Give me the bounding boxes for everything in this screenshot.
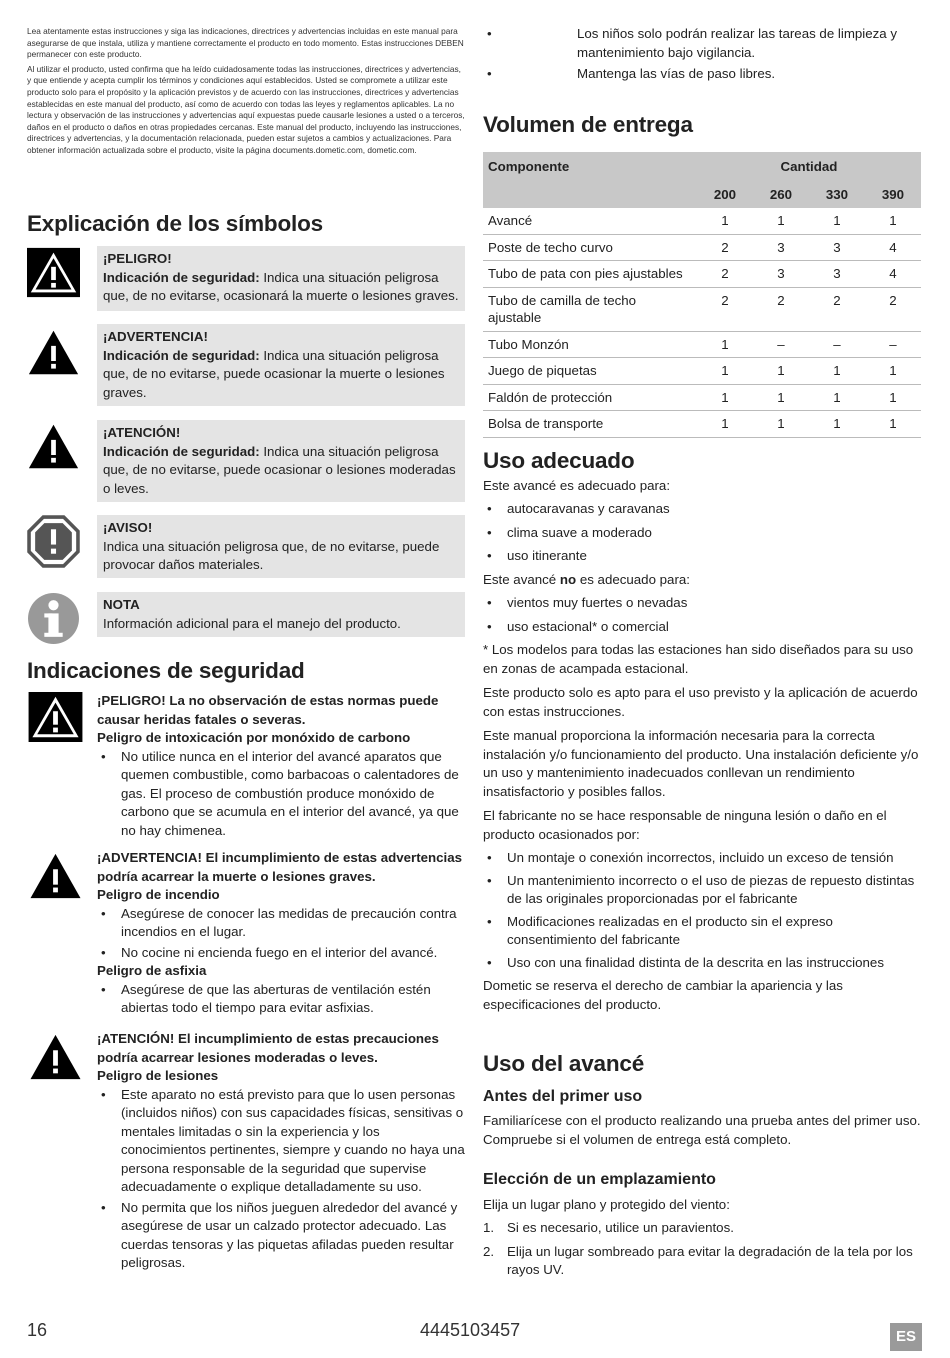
usage-paragraph: Este manual proporciona la información necesaria para la correcta instalación y/o funcionamiento del producto. Una instalación deficiente y/o un uso y mantenimiento inadecuados conllevan un rendimiento insatisfactorio y posibles fallos. bbox=[483, 728, 919, 799]
bullet-list bbox=[483, 25, 923, 84]
table-cell-quantity: 3 bbox=[809, 234, 865, 261]
list-item: • Modificaciones realizadas en el producto sin el expreso consentimiento del fabricante bbox=[483, 913, 923, 950]
table-cell-quantity: 1 bbox=[865, 208, 921, 234]
symbol-title: ¡ADVERTENCIA! bbox=[103, 329, 208, 344]
safety-subheading: Peligro de intoxicación por monóxido de carbono bbox=[97, 730, 411, 745]
usage-paragraph: Dometic se reserva el derecho de cambiar la apariencia y las especificaciones del producto. bbox=[483, 978, 843, 1012]
table-cell-quantity: 2 bbox=[809, 287, 865, 331]
bullet-list bbox=[483, 500, 923, 566]
step-number: 1. bbox=[483, 1220, 495, 1235]
table-cell-quantity: – bbox=[865, 331, 921, 358]
safety-subheading: Peligro de incendio bbox=[97, 887, 220, 902]
table-cell-component: Tubo de camilla de techo ajustable bbox=[483, 287, 697, 331]
symbol-text: Información adicional para el manejo del producto. bbox=[103, 615, 401, 631]
bullet-list bbox=[97, 981, 465, 1018]
use-section bbox=[483, 1051, 923, 1280]
list-item: • No utilice nunca en el interior del avancé aparatos que quemen combustible, como barbacoas o calentadores de gas. El proceso de combustión produce monóxido de carbono que se acumula en el interior del avancé, ya que no hay chimenea. bbox=[97, 748, 465, 841]
delivery-heading: Volumen de entrega bbox=[483, 112, 693, 137]
list-item bbox=[483, 25, 923, 62]
list-item: • Un mantenimiento incorrecto o el uso de piezas de repuesto distintas de las originales proporcionadas por el fabricante bbox=[483, 872, 923, 909]
step-number: 2. bbox=[483, 1243, 495, 1259]
use-paragraph: Elija un lugar plano y protegido del viento: bbox=[483, 1196, 730, 1212]
table-row bbox=[483, 234, 921, 261]
list-item: • uso itinerante bbox=[483, 547, 923, 566]
symbol-danger-box bbox=[97, 246, 465, 311]
list-item: • clima suave a moderado bbox=[483, 524, 923, 543]
usage-suitable-intro: Este avancé es adecuado para: bbox=[483, 477, 671, 493]
list-item-text: Mantenga las vías de paso libres. bbox=[577, 66, 776, 81]
table-cell-component: Juego de piquetas bbox=[483, 358, 697, 385]
bullet-list bbox=[483, 849, 923, 972]
col-header-size: 330 bbox=[809, 180, 865, 208]
safety-caution-text bbox=[97, 1030, 465, 1273]
table-cell-quantity: 1 bbox=[865, 358, 921, 385]
list-item bbox=[483, 65, 923, 84]
table-row bbox=[483, 208, 921, 234]
table-cell-quantity: 1 bbox=[753, 411, 809, 438]
info-icon bbox=[27, 592, 80, 645]
symbol-text: Indica una situación peligrosa que, de no evitarse, puede ocasionar la muerte o lesiones graves. bbox=[103, 347, 445, 400]
safety-subheading: Peligro de asfixia bbox=[97, 963, 207, 978]
list-item: • No permita que los niños jueguen alrededor del avancé y asegúrese de usar un calzado protector adecuado. Las cuerdas tensoras y las piquetas afiladas pueden resultar peligrosas. bbox=[97, 1199, 465, 1273]
table-row bbox=[483, 358, 921, 385]
col-header-empty bbox=[483, 180, 697, 208]
notice-octagon-icon bbox=[27, 515, 80, 568]
table-cell-component: Poste de techo curvo bbox=[483, 234, 697, 261]
warning-triangle-icon bbox=[27, 1032, 84, 1082]
list-item bbox=[483, 1219, 923, 1238]
list-item: • Un montaje o conexión incorrectos, incluido un exceso de tensión bbox=[483, 849, 923, 868]
symbol-note-box bbox=[97, 592, 465, 637]
intro-paragraph: Lea atentamente estas instrucciones y siga las indicaciones, directrices y advertencias incluidas en este manual para asegurarse de que instala, utiliza y mantiene correctamente el producto en todo momento. Estas instrucciones DEBEN permanecer con este producto. bbox=[27, 26, 464, 60]
use-subheading: Antes del primer uso bbox=[483, 1087, 643, 1105]
table-row bbox=[483, 384, 921, 411]
intro-paragraph: Al utilizar el producto, usted confirma que ha leído cuidadosamente todas las instrucciones, directrices y advertencias, y que entiende y acepta cumplir los términos y condiciones aquí establecidos. Usted se compromete a utilizar este producto solo para el propósito y la aplicación previstos y de acuerdo con las instrucciones, directrices y advertencias establecidas en este manual del producto, así como de acuerdo con todas las leyes y reglamentos aplicables. La no lectura y observación de las instrucciones y advertencias aquí expuestas puede causarle lesiones a usted o a terceros, daños en el producto o daños en otras propiedades cercanas. Este manual del producto, incluyendo las instrucciones, directrices y advertencias, y la documentación relacionada, pueden estar sujetos a cambios y actualizaciones. Para obtener información actualizada sobre el producto, visite la página documents.dometic.com, dometic.com. bbox=[27, 63, 465, 155]
page-number: 16 bbox=[27, 1320, 48, 1340]
table-cell-quantity: 4 bbox=[865, 261, 921, 288]
list-item: • Asegúrese de conocer las medidas de precaución contra incendios en el lugar. bbox=[97, 905, 465, 942]
table-row bbox=[483, 287, 921, 331]
safety-title: ¡PELIGRO! La no observación de estas normas puede causar heridas fatales o severas. bbox=[97, 693, 439, 727]
text-fragment: es adecuado para: bbox=[576, 571, 690, 587]
table-cell-quantity: 1 bbox=[753, 358, 809, 385]
intro-text bbox=[27, 26, 465, 160]
table-cell-quantity: 3 bbox=[753, 261, 809, 288]
list-item: • autocaravanas y caravanas bbox=[483, 500, 923, 519]
language-badge: ES bbox=[890, 1323, 922, 1351]
col-header-size: 260 bbox=[753, 180, 809, 208]
usage-footnote: * Los modelos para todas las estaciones han sido diseñados para su uso en zonas de acampada estacional. bbox=[483, 642, 914, 676]
bullet-list bbox=[97, 905, 465, 963]
table-cell-component: Tubo Monzón bbox=[483, 331, 697, 358]
table-cell-quantity: 3 bbox=[753, 234, 809, 261]
col-header-component: Componente bbox=[483, 152, 697, 180]
right-top-bullets bbox=[483, 25, 923, 84]
warning-triangle-icon bbox=[27, 851, 84, 901]
col-header-size: 390 bbox=[865, 180, 921, 208]
list-item: • Uso con una finalidad distinta de la descrita en las instrucciones bbox=[483, 954, 923, 973]
symbol-title: NOTA bbox=[103, 597, 140, 612]
col-header-size: 200 bbox=[697, 180, 753, 208]
table-cell-quantity: 1 bbox=[809, 384, 865, 411]
symbol-text: Indica una situación peligrosa que, de no evitarse, ocasionará la muerte o lesiones graves. bbox=[103, 269, 459, 303]
numbered-list bbox=[483, 1219, 923, 1280]
list-item bbox=[483, 1243, 923, 1280]
table-cell-quantity: 1 bbox=[753, 384, 809, 411]
table-cell-quantity: 1 bbox=[697, 358, 753, 385]
bullet-list bbox=[97, 1086, 465, 1273]
bullet-list bbox=[97, 748, 465, 841]
symbol-text: Indica una situación peligrosa que, de no evitarse, puede ocasionar o lesiones moderadas o leves. bbox=[103, 443, 456, 496]
usage-notsuitable-intro bbox=[483, 571, 923, 590]
symbol-notice-box bbox=[97, 515, 465, 578]
list-item: • Asegúrese de que las aberturas de ventilación estén abiertas todo el tiempo para evitar asfixias. bbox=[97, 981, 465, 1018]
list-item: • No cocine ni encienda fuego en el interior del avancé. bbox=[97, 944, 465, 963]
table-row bbox=[483, 261, 921, 288]
table-cell-quantity: 1 bbox=[809, 411, 865, 438]
warning-triangle-icon bbox=[27, 692, 84, 742]
use-heading: Uso del avancé bbox=[483, 1051, 645, 1076]
table-cell-component: Avancé bbox=[483, 208, 697, 234]
table-cell-quantity: 2 bbox=[865, 287, 921, 331]
table-cell-component: Tubo de pata con pies ajustables bbox=[483, 261, 697, 288]
symbol-label: Indicación de seguridad: bbox=[103, 269, 260, 285]
list-item-text: Los niños solo podrán realizar las tareas de limpieza y mantenimiento bajo vigilancia. bbox=[577, 26, 898, 60]
symbol-title: ¡PELIGRO! bbox=[103, 251, 172, 266]
document-code: 4445103457 bbox=[420, 1320, 521, 1340]
symbol-text: Indica una situación peligrosa que, de no evitarse, puede provocar daños materiales. bbox=[103, 538, 440, 572]
symbol-title: ¡AVISO! bbox=[103, 520, 153, 535]
safety-subheading: Peligro de lesiones bbox=[97, 1068, 219, 1083]
table-cell-component: Faldón de protección bbox=[483, 384, 697, 411]
list-item: • Este aparato no está previsto para que lo usen personas (incluidos niños) con sus capacidades físicas, sensitivas o mentales limitadas o sin la experiencia y los conocimientos pertinentes, siempre y cuando no haya una persona responsable de la seguridad que supervise adecuadamente o explique detalladamente su uso. bbox=[97, 1086, 465, 1197]
table-cell-quantity: 1 bbox=[809, 358, 865, 385]
table-row bbox=[483, 411, 921, 438]
table-cell-quantity: 3 bbox=[809, 261, 865, 288]
table-cell-quantity: 2 bbox=[697, 287, 753, 331]
usage-paragraph: Este producto solo es apto para el uso previsto y la aplicación de acuerdo con estas instrucciones. bbox=[483, 685, 918, 719]
table-cell-quantity: 1 bbox=[697, 208, 753, 234]
step-text: Si es necesario, utilice un paravientos. bbox=[507, 1220, 734, 1235]
table-cell-quantity: 2 bbox=[753, 287, 809, 331]
table-row bbox=[483, 331, 921, 358]
symbol-caution-box bbox=[97, 420, 465, 502]
table-cell-quantity: 2 bbox=[697, 234, 753, 261]
table-cell-quantity: 1 bbox=[697, 411, 753, 438]
table-cell-quantity: – bbox=[753, 331, 809, 358]
safety-title: ¡ADVERTENCIA! El incumplimiento de estas advertencias podría acarrear la muerte o lesiones graves. bbox=[97, 850, 463, 884]
symbol-label: Indicación de seguridad: bbox=[103, 443, 260, 459]
safety-danger-text bbox=[97, 692, 465, 840]
warning-triangle-icon bbox=[27, 246, 80, 299]
use-paragraph: Familiarícese con el producto realizando una prueba antes del primer uso. Compruebe si el volumen de entrega está completo. bbox=[483, 1113, 921, 1147]
step-text: Elija un lugar sombreado para evitar la degradación de la tela por los rayos UV. bbox=[507, 1243, 913, 1277]
text-emphasis: no bbox=[559, 571, 577, 587]
table-cell-component: Bolsa de transporte bbox=[483, 411, 697, 438]
list-item: • uso estacional* o comercial bbox=[483, 618, 923, 637]
table-cell-quantity: 4 bbox=[865, 234, 921, 261]
table-cell-quantity: 1 bbox=[865, 411, 921, 438]
table-cell-quantity: – bbox=[809, 331, 865, 358]
table-cell-quantity: 1 bbox=[809, 208, 865, 234]
warning-triangle-icon bbox=[27, 420, 80, 473]
safety-warning-text bbox=[97, 849, 465, 1018]
symbol-label: Indicación de seguridad: bbox=[103, 347, 260, 363]
delivery-table bbox=[483, 152, 921, 438]
symbols-heading: Explicación de los símbolos bbox=[27, 211, 323, 236]
safety-title: ¡ATENCIÓN! El incumplimiento de estas precauciones podría acarrear lesiones moderadas o leves. bbox=[97, 1031, 439, 1065]
list-item: • vientos muy fuertes o nevadas bbox=[483, 594, 923, 613]
bullet-list bbox=[483, 594, 923, 636]
delivery-table-wrap bbox=[483, 152, 921, 438]
table-cell-quantity: 1 bbox=[865, 384, 921, 411]
delivery-table-body bbox=[483, 208, 921, 437]
warning-triangle-icon bbox=[27, 326, 80, 379]
symbol-warning-box bbox=[97, 324, 465, 406]
symbol-title: ¡ATENCIÓN! bbox=[103, 425, 181, 440]
table-cell-quantity: 1 bbox=[753, 208, 809, 234]
usage-paragraph: El fabricante no se hace responsable de ninguna lesión o daño en el producto ocasionados por: bbox=[483, 808, 887, 842]
table-cell-quantity: 1 bbox=[697, 384, 753, 411]
use-subheading: Elección de un emplazamiento bbox=[483, 1171, 716, 1188]
text-fragment: Este avancé bbox=[483, 571, 560, 587]
safety-heading: Indicaciones de seguridad bbox=[27, 658, 305, 683]
usage-section bbox=[483, 448, 923, 1014]
col-header-quantity: Cantidad bbox=[697, 152, 921, 180]
table-cell-quantity: 2 bbox=[697, 261, 753, 288]
table-cell-quantity: 1 bbox=[697, 331, 753, 358]
usage-heading: Uso adecuado bbox=[483, 448, 635, 473]
